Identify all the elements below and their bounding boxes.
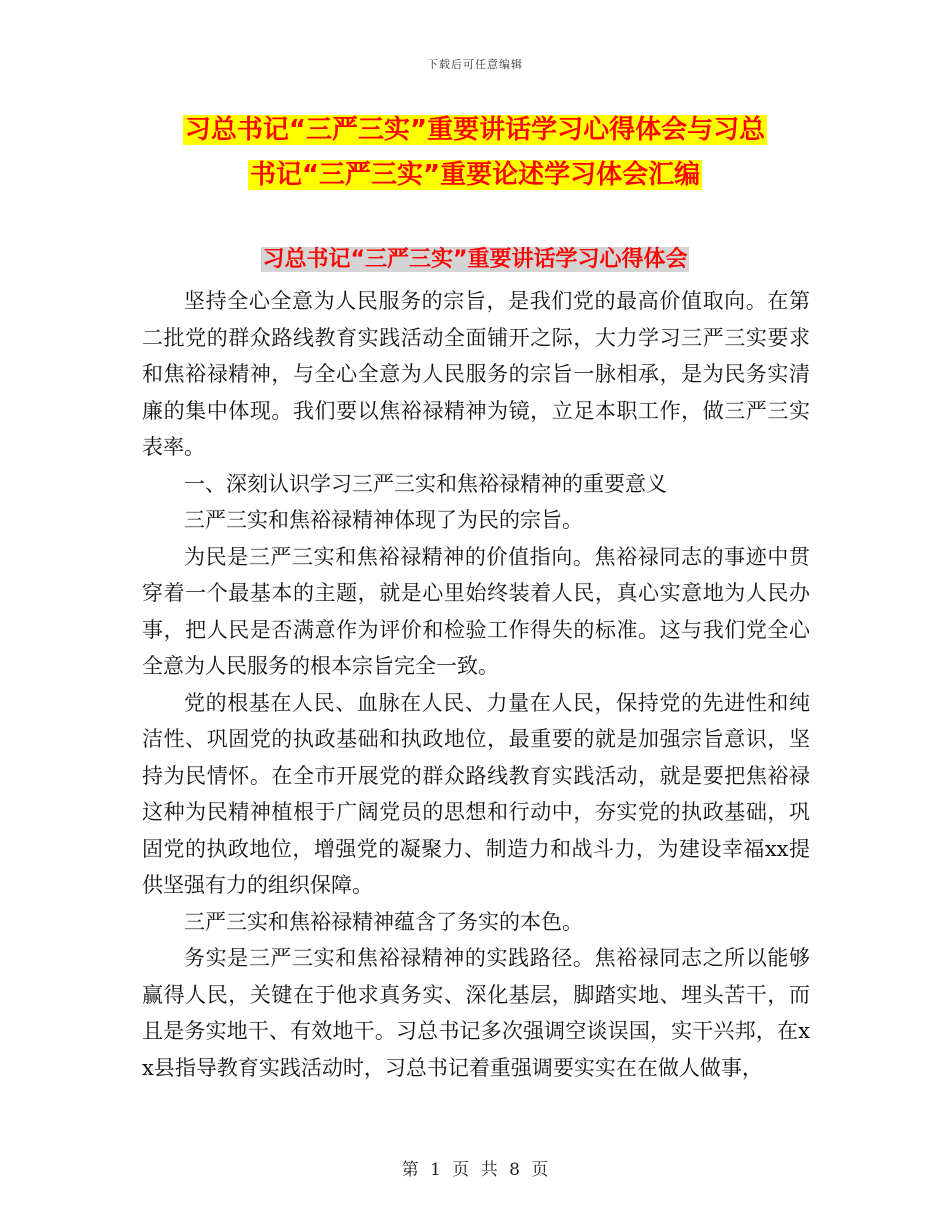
paragraph: 为民是三严三实和焦裕禄精神的价值指向。焦裕禄同志的事迹中贯穿着一个最基本的主题，就是心里始终装着人民，真心实意地为人民办事，把人民是否满意作为评价和检验工作得失的标准。这与我们党全心全意为人民服务的根本宗旨完全一致。 xyxy=(142,544,810,678)
section-title xyxy=(0,244,950,276)
document-title-line-1 xyxy=(0,112,950,148)
paragraph: 务实是三严三实和焦裕禄精神的实践路径。焦裕禄同志之所以能够赢得人民，关键在于他求真务实、深化基层，脚踏实地、埋头苦干，而且是务实地干、有效地干。习总书记多次强调空谈误国，实干兴邦，在xx县指导教育实践活动时，习总书记着重强调要实实在在做人做事， xyxy=(142,946,810,1080)
section-title-text: 习总书记“三严三实”重要讲话学习心得体会 xyxy=(262,247,688,272)
page-number: 第 1 页 共 8 页 xyxy=(401,1160,549,1180)
paragraph: 一、深刻认识学习三严三实和焦裕禄精神的重要意义 xyxy=(184,471,667,496)
document-title-line-2-text: 书记“三严三实”重要论述学习体会汇编 xyxy=(249,160,701,190)
paragraph: 三严三实和焦裕禄精神体现了为民的宗旨。 xyxy=(184,508,583,532)
document-title-line-2 xyxy=(0,157,950,193)
paragraph: 三严三实和焦裕禄精神蕴含了务实的本色。 xyxy=(184,909,583,934)
paragraph: 党的根基在人民、血脉在人民、力量在人民，保持党的先进性和纯洁性、巩固党的执政基础和执政地位，最重要的就是加强宗旨意识，坚持为民情怀。在全市开展党的群众路线教育实践活动，就是要把焦裕禄这种为民精神植根于广阔党员的思想和行动中，夯实党的执政基础，巩固党的执政地位，增强党的凝聚力、制造力和战斗力，为建设幸福xx提供坚强有力的组织保障。 xyxy=(142,690,810,897)
header-note: 下载后可任意编辑 xyxy=(427,58,523,71)
document-body xyxy=(142,283,810,1086)
paragraph: 坚持全心全意为人民服务的宗旨，是我们党的最高价值取向。在第二批党的群众路线教育实践活动全面铺开之际，大力学习三严三实要求和焦裕禄精神，与全心全意为人民服务的宗旨一脉相承，是为民务实清廉的集中体现。我们要以焦裕禄精神为镜，立足本职工作，做三严三实表率。 xyxy=(142,289,810,459)
document-title-line-1-text: 习总书记“三严三实”重要讲话学习心得体会与习总 xyxy=(184,115,766,145)
